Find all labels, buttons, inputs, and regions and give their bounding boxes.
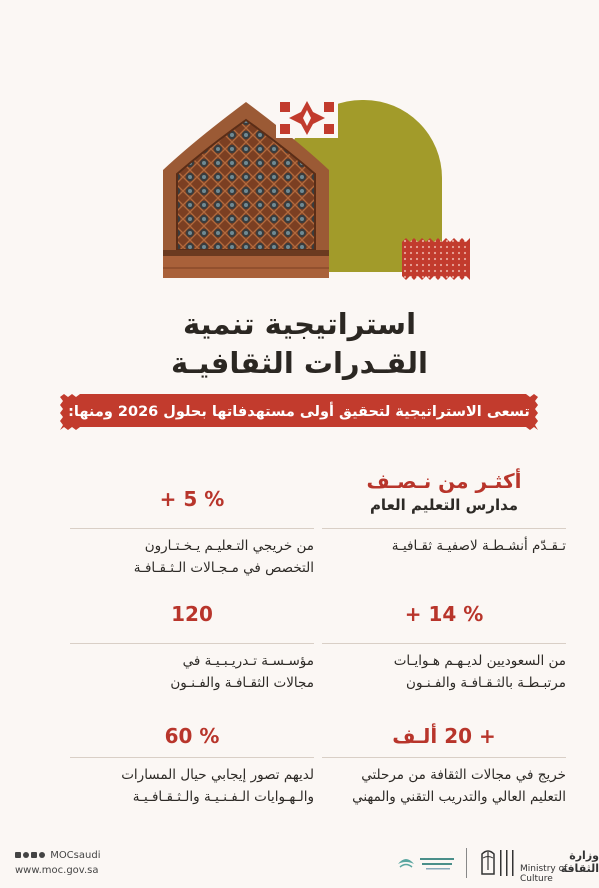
- stat-description: تـقـدّم أنشـطـة لاصفيـة ثقـافيـة: [391, 538, 566, 554]
- page-title-line1: استراتيجية تنمية: [182, 307, 417, 341]
- twitter-icon[interactable]: [23, 852, 29, 858]
- geometric-star-motif: [276, 98, 338, 138]
- stat-headline: 60 %: [164, 724, 220, 748]
- stat-graduates-culture: [70, 486, 314, 576]
- logo-separator: [466, 848, 467, 878]
- ministry-name-english: Ministry of Culture: [520, 864, 568, 884]
- ministry-name-arabic: وزارة الثقافة: [560, 849, 599, 875]
- social-handle[interactable]: MOCsaudi: [50, 850, 101, 861]
- ribbon-text: تسعى الاستراتيجية لتحقيق أولى مستهدفاتها بحلول 2026 ومنها:: [68, 404, 530, 420]
- stat-hobbies: [322, 601, 566, 691]
- youtube-icon[interactable]: [31, 852, 37, 858]
- stat-headline: أكثـر من نـصـف: [366, 469, 522, 493]
- stat-divider: [322, 757, 566, 758]
- red-pattern-patch: [402, 238, 470, 280]
- stat-description-line1: مؤسـسـة تـدريـبـيـة في: [182, 653, 314, 669]
- stat-headline: 120: [171, 602, 213, 626]
- stat-divider: [70, 757, 314, 758]
- snapchat-icon[interactable]: [39, 852, 45, 858]
- stat-positive-perception: [70, 723, 314, 805]
- stat-description-line1: من السعوديين لديـهـم هـوايـات: [393, 653, 566, 669]
- stat-graduates-thousands: [322, 723, 566, 805]
- education-ministry-logo: [392, 850, 458, 876]
- stat-training-institutions: [70, 601, 314, 691]
- stat-description-line2: مرتبـطـة بالثـقـافـة والفـنـون: [406, 675, 566, 691]
- instagram-icon[interactable]: [15, 852, 21, 858]
- goal-ribbon: [60, 394, 538, 430]
- page-title-line2: القـدرات الثقافيـة: [171, 346, 428, 380]
- stat-schools-activities: [322, 468, 566, 554]
- footer-social[interactable]: [15, 850, 100, 861]
- stat-description-line1: لديهم تصور إيجابي حيال المسارات: [121, 767, 314, 783]
- stat-description-line2: مجالات الثقـافـة والفـنـون: [170, 675, 314, 691]
- stat-headline: + 20 ألـف: [392, 724, 496, 748]
- stat-description-line2: التعليم العالي والتدريب التقني والمهني: [352, 789, 566, 805]
- stat-description-line1: من خريجي التـعليـم يـخـتـارون: [144, 538, 314, 554]
- stat-description-line2: التخصص في مـجـالات الـثـقـافـة: [133, 560, 314, 576]
- stat-divider: [70, 643, 314, 644]
- stat-headline: + 5 %: [159, 487, 225, 511]
- website-link[interactable]: www.moc.gov.sa: [15, 865, 99, 876]
- stat-divider: [322, 643, 566, 644]
- stat-divider: [70, 528, 314, 529]
- hero-illustration: [0, 0, 599, 290]
- stat-divider: [322, 528, 566, 529]
- stat-description-line2: والـهـوايات الـفـنـيـة والـثـقـافـيـة: [132, 789, 314, 805]
- stat-subheadline: مدارس التعليم العام: [369, 496, 519, 514]
- stat-description-line1: خريج في مجالات الثقافة من مرحلتي: [361, 767, 566, 783]
- stat-headline: + 14 %: [404, 602, 484, 626]
